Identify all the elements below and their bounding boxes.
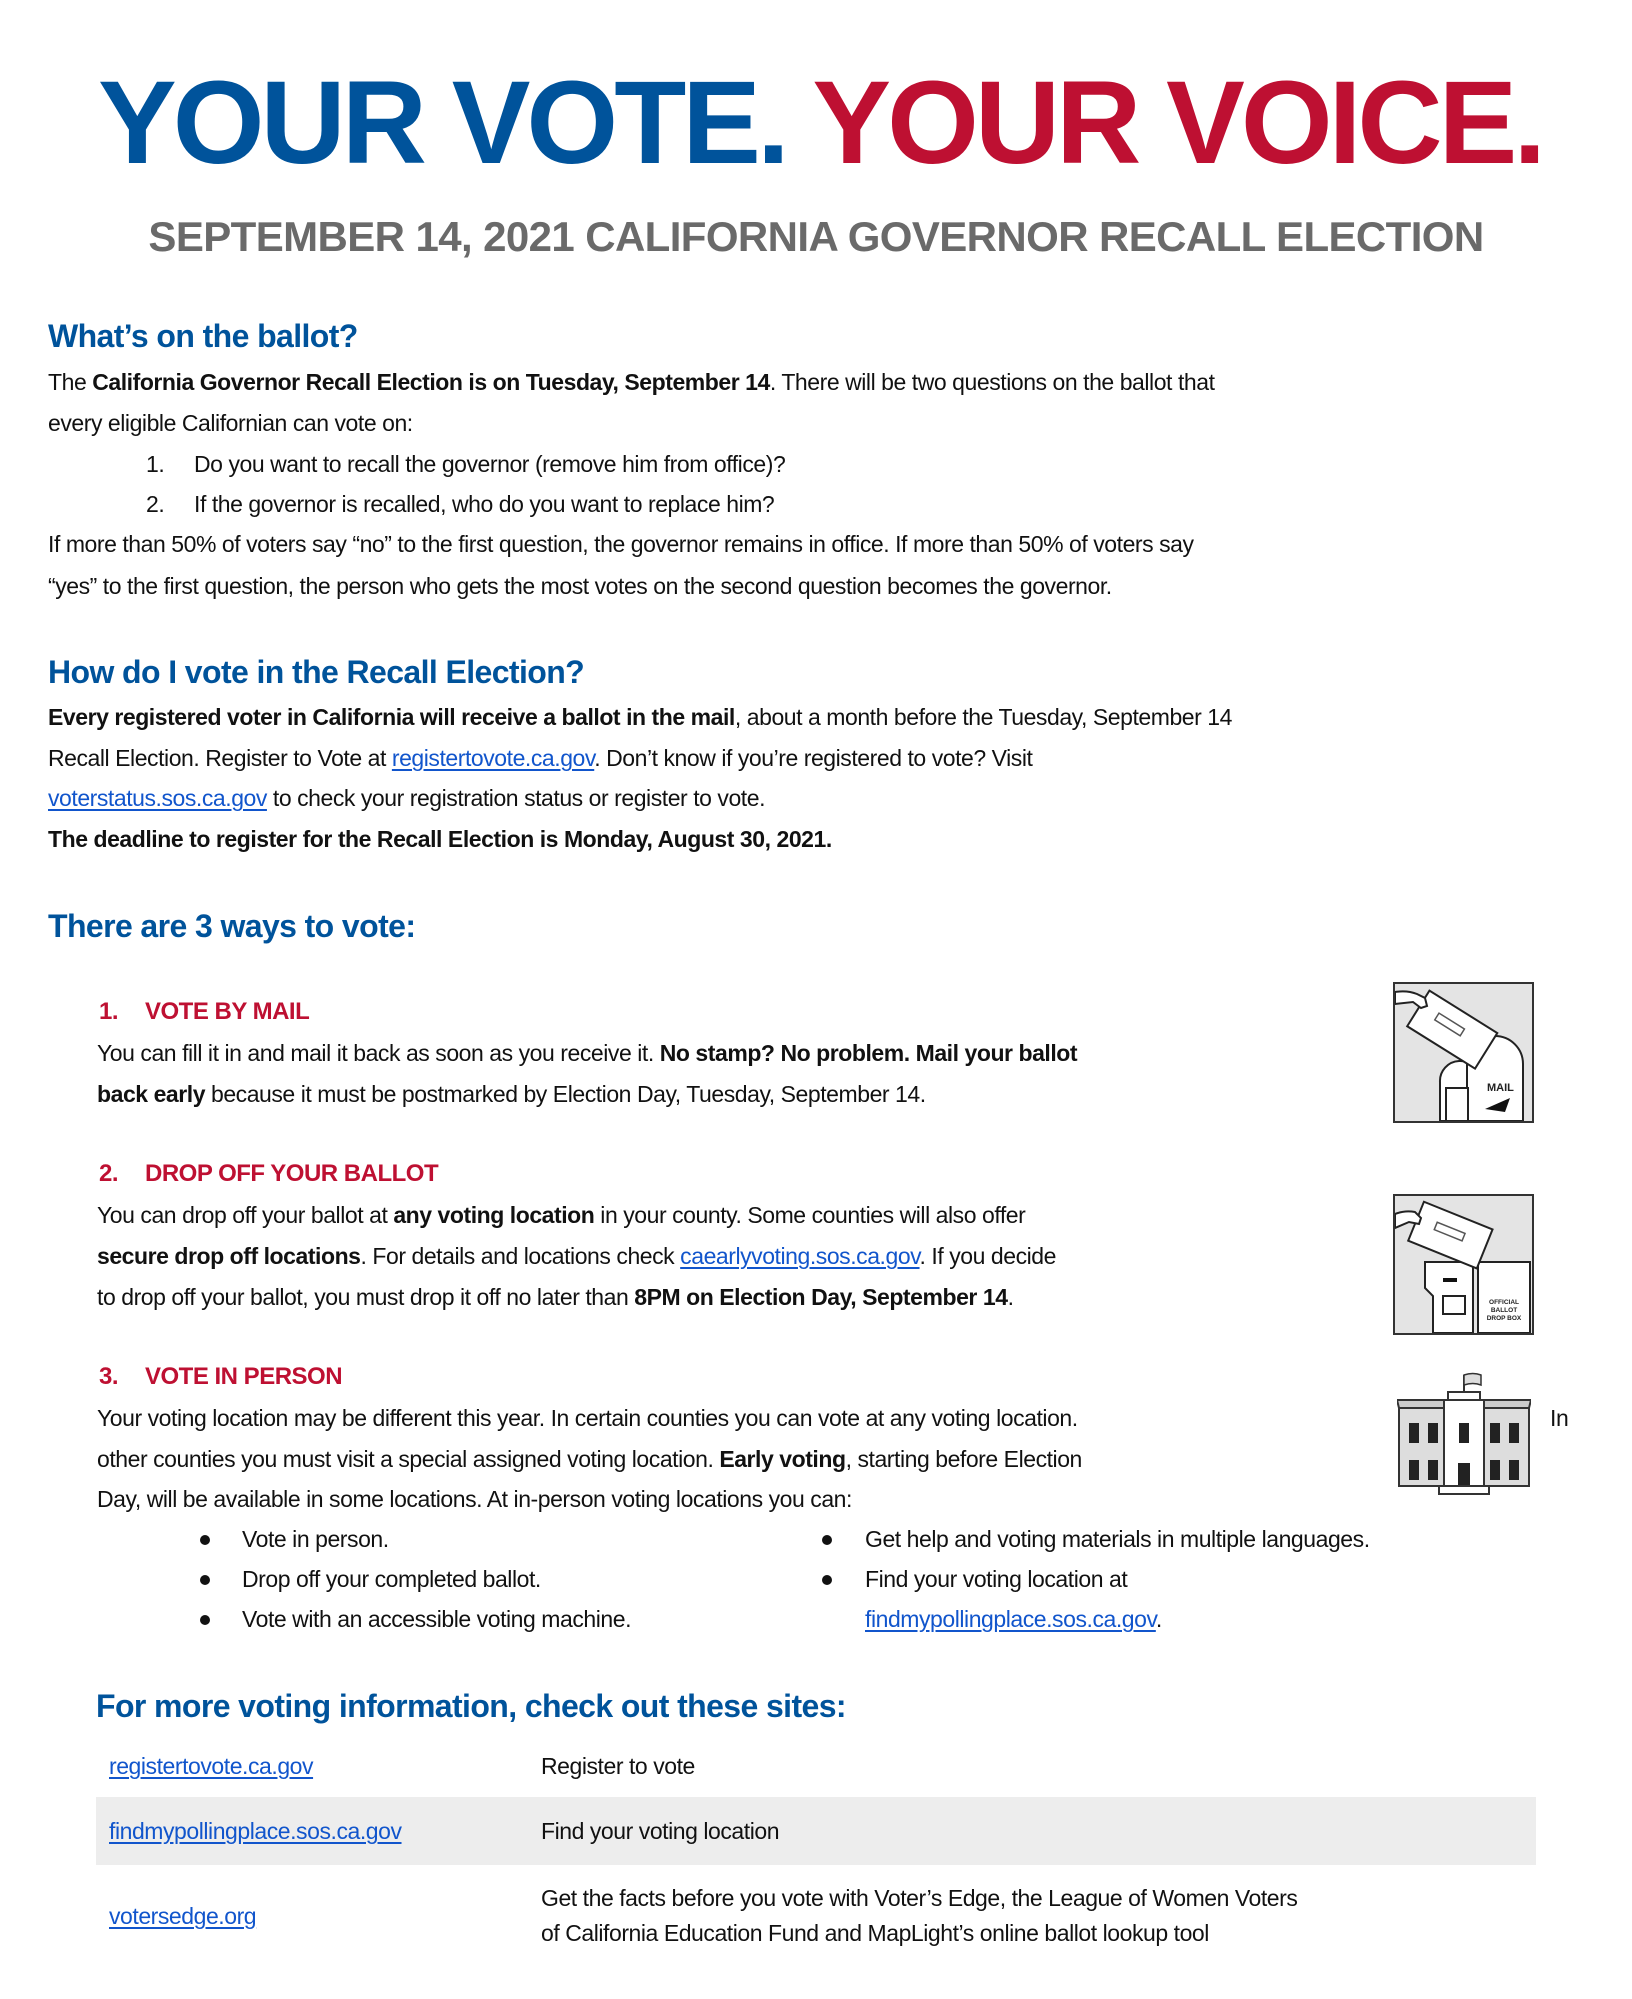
in-person-paragraph-overflow: In bbox=[1550, 1405, 1569, 1431]
bullet-text: Get help and voting materials in multiple languages. bbox=[865, 1526, 1370, 1552]
text: , starting before Election bbox=[845, 1446, 1082, 1472]
table-link-findmypollingplace[interactable]: findmypollingplace.sos.ca.gov bbox=[109, 1818, 402, 1844]
caearlyvoting-link[interactable]: caearlyvoting.sos.ca.gov bbox=[680, 1243, 920, 1269]
svg-text:BALLOT: BALLOT bbox=[1490, 1307, 1518, 1314]
table-cell-desc: Get the facts before you vote with Voter’s Edge, the League of Women Voters bbox=[541, 1885, 1298, 1911]
dropoff-paragraph-line bbox=[97, 1282, 1014, 1312]
registration-deadline: The deadline to register for the Recall Election is Monday, August 30, 2021. bbox=[48, 826, 832, 852]
title-your-voice: YOUR VOICE. bbox=[812, 57, 1543, 189]
text: . If you decide bbox=[919, 1243, 1056, 1269]
bullet-icon bbox=[200, 1575, 210, 1585]
section-heading-ways: There are 3 ways to vote: bbox=[48, 908, 416, 944]
dropoff-paragraph-line bbox=[97, 1241, 1056, 1271]
table-row bbox=[109, 1816, 402, 1846]
text: . For details and locations check bbox=[360, 1243, 681, 1269]
label-text: VOTE IN PERSON bbox=[145, 1363, 343, 1390]
text: because it must be postmarked by Election Day, Tuesday, September 14. bbox=[205, 1081, 926, 1107]
page-title bbox=[98, 58, 1542, 188]
bullet-icon bbox=[822, 1575, 832, 1585]
table-row bbox=[109, 1901, 256, 1931]
mailbox-illustration-icon bbox=[1393, 982, 1534, 1123]
bold-text: 8PM on Election Day, September 14 bbox=[634, 1284, 1008, 1310]
ballot-paragraph-line: every eligible Californian can vote on: bbox=[48, 410, 413, 436]
table-row bbox=[109, 1751, 313, 1781]
question-text: Do you want to recall the governor (remove him from office)? bbox=[194, 451, 786, 477]
bullet-text: Drop off your completed ballot. bbox=[242, 1566, 541, 1592]
how-paragraph-line bbox=[48, 783, 765, 813]
bold-text: any voting location bbox=[393, 1202, 595, 1228]
dropoff-paragraph-line bbox=[97, 1200, 1025, 1230]
ballot-question-1 bbox=[146, 449, 785, 479]
way-label-dropoff bbox=[99, 1159, 438, 1189]
section-heading-ballot: What’s on the ballot? bbox=[48, 318, 358, 354]
list-number: 2. bbox=[146, 491, 165, 517]
bold-text: Early voting bbox=[719, 1446, 846, 1472]
drop-box-illustration-icon bbox=[1393, 1194, 1534, 1335]
list-number: 2. bbox=[99, 1160, 119, 1187]
bold-text: Every registered voter in California will receive a ballot in the mail bbox=[48, 704, 735, 730]
mail-paragraph-line bbox=[97, 1038, 1077, 1068]
table-cell-desc: Find your voting location bbox=[541, 1818, 780, 1844]
text: , about a month before the Tuesday, September 14 bbox=[734, 704, 1232, 730]
svg-text:DROP BOX: DROP BOX bbox=[1486, 1315, 1522, 1322]
mailbox-icon bbox=[1395, 984, 1532, 1121]
way-label-in-person bbox=[99, 1362, 342, 1392]
section-heading-how: How do I vote in the Recall Election? bbox=[48, 654, 585, 690]
text: . Don’t know if you’re registered to vote? Visit bbox=[594, 745, 1033, 771]
registertovote-link[interactable]: registertovote.ca.gov bbox=[391, 745, 595, 771]
ballot-paragraph-line bbox=[48, 367, 1215, 397]
ballot-paragraph-line: If more than 50% of voters say “no” to the first question, the governor remains in office. If more than 50% of voters say bbox=[48, 531, 1194, 557]
polling-place-building-icon bbox=[1397, 1372, 1531, 1497]
ballot-drop-box-icon bbox=[1395, 1196, 1532, 1333]
table-link-registertovote[interactable]: registertovote.ca.gov bbox=[109, 1753, 314, 1779]
table-cell-desc: of California Education Fund and MapLight’s online ballot lookup tool bbox=[541, 1920, 1209, 1946]
bullet-text: Vote in person. bbox=[242, 1526, 389, 1552]
label-text: DROP OFF YOUR BALLOT bbox=[145, 1160, 439, 1187]
in-person-paragraph-line: Your voting location may be different this year. In certain counties you can vote at any voting location. bbox=[97, 1405, 1078, 1431]
section-heading-resources: For more voting information, check out these sites: bbox=[96, 1688, 846, 1724]
text: The bbox=[48, 369, 93, 395]
voterstatus-link[interactable]: voterstatus.sos.ca.gov bbox=[48, 785, 267, 811]
how-paragraph-line bbox=[48, 702, 1232, 732]
bullet-item bbox=[865, 1564, 1127, 1594]
page-subtitle: SEPTEMBER 14, 2021 CALIFORNIA GOVERNOR RECALL ELECTION bbox=[148, 213, 1484, 260]
label-text: VOTE BY MAIL bbox=[145, 998, 310, 1025]
text: Recall Election. Register to Vote at bbox=[48, 745, 392, 771]
text: to check your registration status or register to vote. bbox=[266, 785, 766, 811]
text: other counties you must visit a special assigned voting location. bbox=[97, 1446, 720, 1472]
bullet-item bbox=[865, 1524, 1370, 1554]
mail-paragraph-line bbox=[97, 1079, 926, 1109]
findmypollingplace-link[interactable]: findmypollingplace.sos.ca.gov bbox=[865, 1606, 1156, 1632]
list-number: 3. bbox=[99, 1363, 119, 1390]
text: . bbox=[1155, 1606, 1162, 1632]
table-cell-desc: Register to vote bbox=[541, 1753, 695, 1779]
bullet-item bbox=[242, 1524, 389, 1554]
text: . bbox=[1007, 1284, 1014, 1310]
how-paragraph-line bbox=[48, 743, 1032, 773]
building-icon bbox=[1397, 1372, 1531, 1497]
list-number: 1. bbox=[146, 451, 165, 477]
svg-text:OFFICIAL: OFFICIAL bbox=[1489, 1299, 1519, 1306]
bullet-item-continuation bbox=[865, 1604, 1162, 1634]
way-label-mail bbox=[99, 997, 309, 1027]
ballot-question-2 bbox=[146, 489, 774, 519]
bullet-icon bbox=[200, 1615, 210, 1625]
svg-text:MAIL: MAIL bbox=[1487, 1082, 1514, 1094]
table-link-votersedge[interactable]: votersedge.org bbox=[109, 1903, 257, 1929]
bullet-text: Vote with an accessible voting machine. bbox=[242, 1606, 632, 1632]
bullet-item bbox=[242, 1604, 631, 1634]
question-text: If the governor is recalled, who do you want to replace him? bbox=[194, 491, 775, 517]
text: You can fill it in and mail it back as soon as you receive it. bbox=[97, 1040, 660, 1066]
bold-text: secure drop off locations bbox=[97, 1243, 361, 1269]
bold-text: back early bbox=[97, 1081, 206, 1107]
in-person-paragraph-line: Day, will be available in some locations. At in-person voting locations you can: bbox=[97, 1486, 852, 1512]
title-your-vote: YOUR VOTE. bbox=[98, 57, 786, 189]
text: You can drop off your ballot at bbox=[97, 1202, 394, 1228]
bullet-icon bbox=[200, 1535, 210, 1545]
text: to drop off your ballot, you must drop it off no later than bbox=[97, 1284, 635, 1310]
bullet-text: Find your voting location at bbox=[865, 1566, 1128, 1592]
bold-text: No stamp? No problem. Mail your ballot bbox=[659, 1040, 1078, 1066]
ballot-paragraph-line: “yes” to the first question, the person who gets the most votes on the second question becomes the governor. bbox=[48, 573, 1112, 599]
in-person-paragraph-line bbox=[97, 1444, 1082, 1474]
bullet-icon bbox=[822, 1535, 832, 1545]
text: . There will be two questions on the ballot that bbox=[769, 369, 1215, 395]
list-number: 1. bbox=[99, 998, 119, 1025]
bullet-item bbox=[242, 1564, 541, 1594]
bold-text: California Governor Recall Election is on Tuesday, September 14 bbox=[92, 369, 770, 395]
text: in your county. Some counties will also offer bbox=[594, 1202, 1026, 1228]
